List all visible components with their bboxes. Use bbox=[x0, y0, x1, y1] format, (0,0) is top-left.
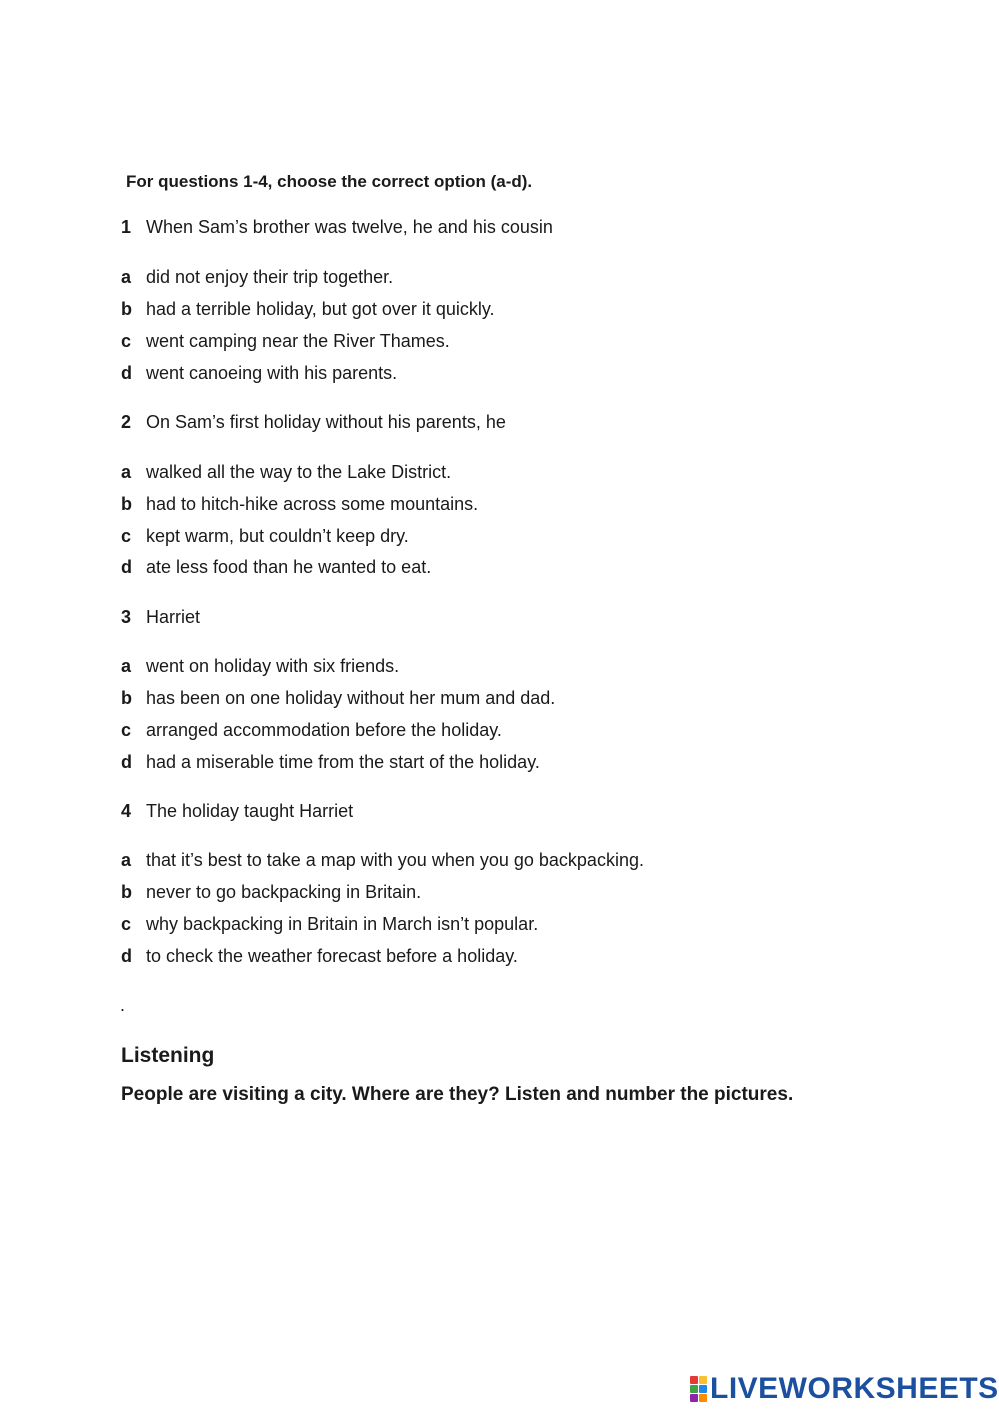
instructions: For questions 1-4, choose the correct option (a-d). bbox=[126, 172, 533, 191]
logo-text: LIVEWORKSHEETS bbox=[710, 1372, 999, 1405]
logo-block bbox=[699, 1394, 707, 1402]
logo-block bbox=[690, 1385, 698, 1393]
option-text: arranged accommodation before the holiday. bbox=[146, 720, 502, 740]
option-letter: c bbox=[121, 914, 132, 934]
listening-heading: Listening bbox=[121, 1044, 215, 1067]
question-number: 1 bbox=[121, 217, 132, 237]
option-4c[interactable] bbox=[121, 914, 538, 935]
option-letter: a bbox=[121, 267, 132, 287]
question-number: 3 bbox=[121, 607, 132, 627]
option-text: did not enjoy their trip together. bbox=[146, 267, 394, 287]
question-2 bbox=[121, 412, 506, 433]
logo-blocks-icon bbox=[690, 1376, 707, 1402]
option-4a[interactable] bbox=[121, 850, 644, 871]
option-2d[interactable] bbox=[121, 557, 431, 578]
question-stem: When Sam’s brother was twelve, he and his cousin bbox=[146, 217, 553, 237]
option-letter: b bbox=[121, 299, 132, 319]
option-letter: b bbox=[121, 882, 132, 902]
option-2b[interactable] bbox=[121, 494, 478, 515]
option-text: walked all the way to the Lake District. bbox=[146, 462, 452, 482]
option-3b[interactable] bbox=[121, 688, 555, 709]
option-text: kept warm, but couldn’t keep dry. bbox=[146, 526, 409, 546]
option-letter: c bbox=[121, 331, 132, 351]
logo-block bbox=[690, 1376, 698, 1384]
option-text: went camping near the River Thames. bbox=[146, 331, 450, 351]
logo-block bbox=[699, 1376, 707, 1384]
question-stem: On Sam’s first holiday without his parents, he bbox=[146, 412, 506, 432]
option-letter: a bbox=[121, 850, 132, 870]
option-letter: b bbox=[121, 688, 132, 708]
option-letter: b bbox=[121, 494, 132, 514]
option-text: went canoeing with his parents. bbox=[146, 363, 398, 383]
option-3a[interactable] bbox=[121, 656, 399, 677]
option-3d[interactable] bbox=[121, 752, 540, 773]
option-letter: d bbox=[121, 752, 132, 772]
option-text: has been on one holiday without her mum and dad. bbox=[146, 688, 556, 708]
option-letter: c bbox=[121, 720, 132, 740]
logo-block bbox=[690, 1394, 698, 1402]
question-stem: Harriet bbox=[146, 607, 201, 627]
listening-instruction: People are visiting a city. Where are they? Listen and number the pictures. bbox=[121, 1084, 794, 1105]
option-letter: d bbox=[121, 557, 132, 577]
stray-dot: . bbox=[120, 995, 126, 1015]
question-number: 4 bbox=[121, 801, 132, 821]
option-text: went on holiday with six friends. bbox=[146, 656, 400, 676]
option-text: ate less food than he wanted to eat. bbox=[146, 557, 432, 577]
logo-block bbox=[699, 1385, 707, 1393]
option-text: had to hitch-hike across some mountains. bbox=[146, 494, 479, 514]
option-4b[interactable] bbox=[121, 882, 421, 903]
option-1b[interactable] bbox=[121, 299, 495, 320]
option-text: to check the weather forecast before a holiday. bbox=[146, 946, 518, 966]
question-1 bbox=[121, 217, 553, 238]
option-4d[interactable] bbox=[121, 946, 518, 967]
option-letter: d bbox=[121, 363, 132, 383]
liveworksheets-logo[interactable] bbox=[690, 1372, 999, 1406]
question-stem: The holiday taught Harriet bbox=[146, 801, 354, 821]
option-letter: a bbox=[121, 462, 132, 482]
option-2c[interactable] bbox=[121, 526, 409, 547]
option-text: had a miserable time from the start of the holiday. bbox=[146, 752, 540, 772]
option-1a[interactable] bbox=[121, 267, 393, 288]
question-4 bbox=[121, 801, 353, 822]
question-3 bbox=[121, 607, 200, 628]
option-text: why backpacking in Britain in March isn’t popular. bbox=[146, 914, 539, 934]
option-text: had a terrible holiday, but got over it quickly. bbox=[146, 299, 495, 319]
question-number: 2 bbox=[121, 412, 132, 432]
option-1d[interactable] bbox=[121, 363, 397, 384]
option-letter: d bbox=[121, 946, 132, 966]
option-letter: c bbox=[121, 526, 132, 546]
option-letter: a bbox=[121, 656, 132, 676]
option-1c[interactable] bbox=[121, 331, 450, 352]
option-text: that it’s best to take a map with you when you go backpacking. bbox=[146, 850, 644, 870]
option-text: never to go backpacking in Britain. bbox=[146, 882, 422, 902]
option-3c[interactable] bbox=[121, 720, 502, 741]
option-2a[interactable] bbox=[121, 462, 451, 483]
